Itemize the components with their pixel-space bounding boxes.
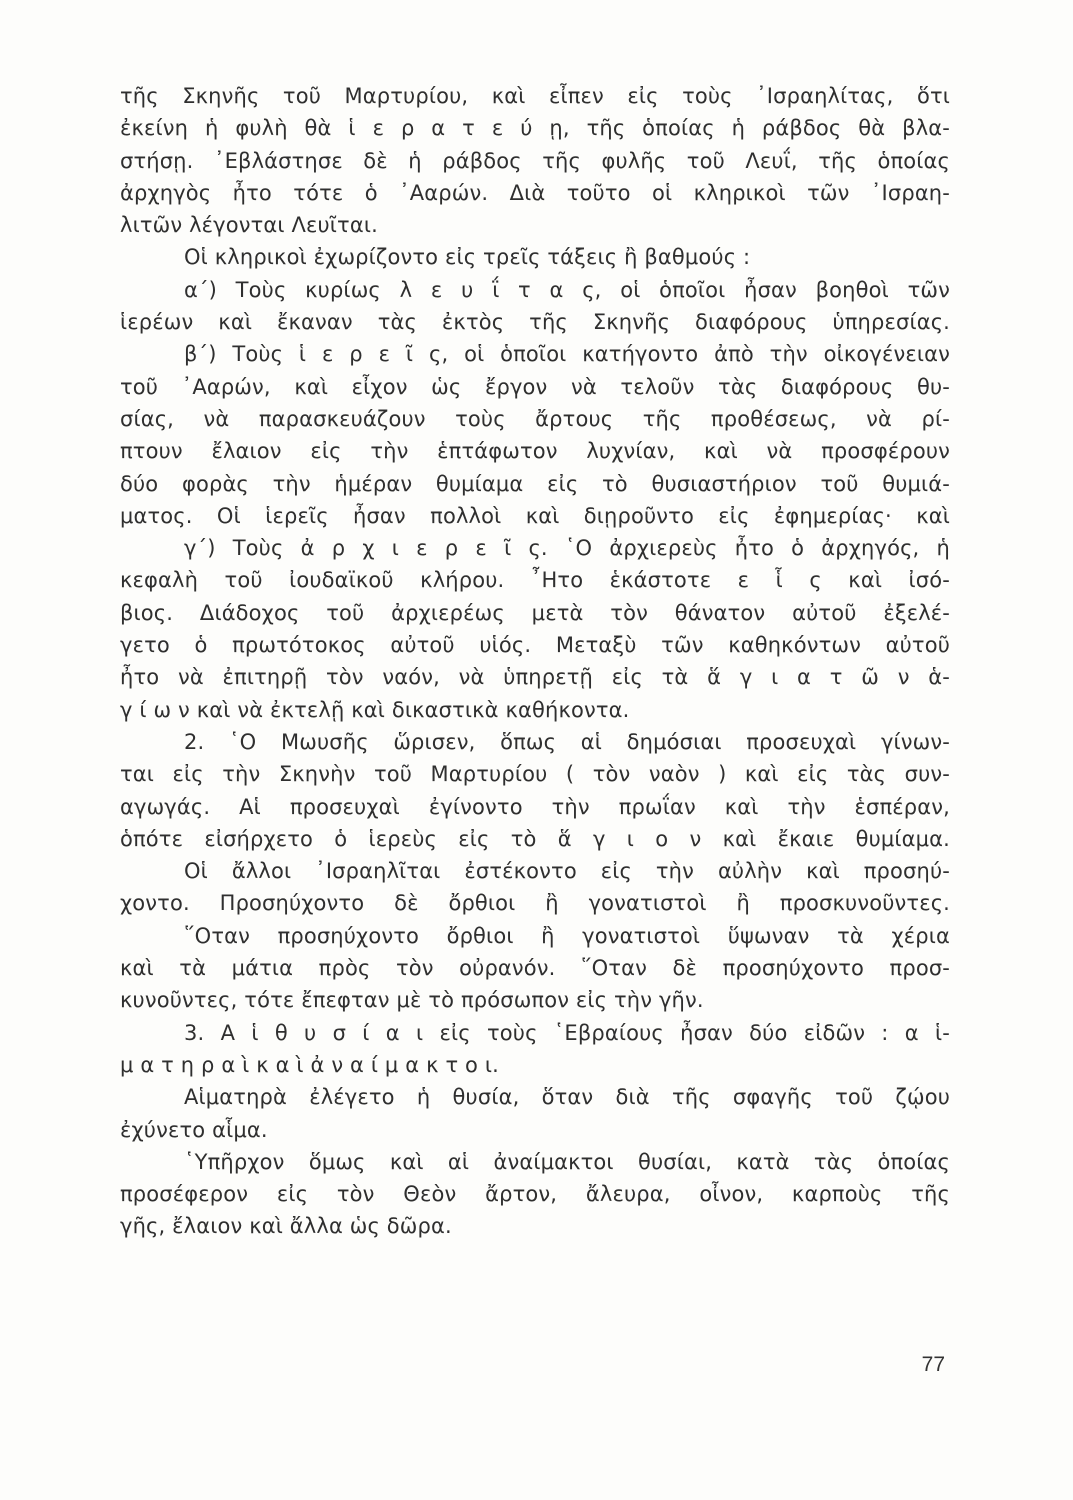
text-line: ῞Οταν προσηύχοντο ὄρθιοι ἢ γονατιστοὶ ὕψωναν τὰ χέρια [184, 923, 950, 948]
text-line: ματος. Οἱ ἱερεῖς ἦσαν πολλοὶ καὶ διῃροῦντο εἰς ἐφημερίας· καὶ [120, 503, 950, 528]
text-line: α΄) Τοὺς κυρίως λ ε υ ΐ τ α ς, οἱ ὁποῖοι ἦσαν βοηθοὶ τῶν [184, 277, 950, 302]
text-line: πτουν ἔλαιον εἰς τὴν ἑπτάφωτον λυχνίαν, καὶ νὰ προσφέρουν [120, 439, 950, 464]
text-line: Αἱματηρὰ ἐλέγετο ἡ θυσία, ὅταν διὰ τῆς σφαγῆς τοῦ ζῴου [184, 1085, 950, 1110]
text-line: 2. ῾Ο Μωυσῆς ὥρισεν, ὅπως αἱ δημόσιαι προσευχαὶ γίνων- [184, 729, 950, 754]
text-line: ἐχύνετο αἷμα. [120, 1117, 268, 1142]
text-line: τῆς Σκηνῆς τοῦ Μαρτυρίου, καὶ εἶπεν εἰς τοὺς ᾿Ισραηλίτας, ὅτι [120, 84, 950, 108]
text-line: ἀρχηγὸς ἦτο τότε ὁ ᾿Ααρών. Διὰ τοῦτο οἱ κληρικοὶ τῶν ᾿Ισραη- [120, 180, 950, 205]
text-line: γετο ὁ πρωτότοκος αὐτοῦ υἱός. Μεταξὺ τῶν καθηκόντων αὐτοῦ [120, 633, 950, 658]
text-line: ἱερέων καὶ ἔκαναν τὰς ἐκτὸς τῆς Σκηνῆς διαφόρους ὑπηρεσίας. [120, 310, 950, 335]
text-line: 3. Α ἱ θ υ σ ί α ι εἰς τοὺς ῾Εβραίους ἦσαν δύο εἰδῶν : α ἱ- [184, 1020, 950, 1045]
text-line: αγωγάς. Αἱ προσευχαὶ ἐγίνοντο τὴν πρωΐαν καὶ τὴν ἑσπέραν, [120, 794, 950, 819]
text-line: ἐκείνη ἡ φυλὴ θὰ ἱ ε ρ α τ ε ύ ῃ, τῆς ὁποίας ἡ ράβδος θὰ βλα- [120, 116, 950, 141]
text-line: β΄) Τοὺς ἱ ε ρ ε ῖ ς, οἱ ὁποῖοι κατήγοντο ἀπὸ τὴν οἰκογένειαν [184, 342, 950, 367]
body-text [120, 80, 950, 1243]
text-line: γῆς, ἔλαιον καὶ ἄλλα ὡς δῶρα. [120, 1214, 452, 1239]
text-line: μ α τ η ρ α ὶ κ α ὶ ἀ ν α ί μ α κ τ ο ι. [120, 1052, 499, 1077]
text-line: σίας, νὰ παρασκευάζουν τοὺς ἄρτους τῆς προθέσεως, νὰ ρί- [120, 406, 950, 431]
text-line: στήσῃ. ᾿Εβλάστησε δὲ ἡ ράβδος τῆς φυλῆς τοῦ Λευΐ, τῆς ὁποίας [120, 148, 950, 173]
text-line: δύο φορὰς τὴν ἡμέραν θυμίαμα εἰς τὸ θυσιαστήριον τοῦ θυμιά- [120, 471, 950, 496]
text-line: κεφαλὴ τοῦ ἰουδαϊκοῦ κλήρου. ῏Ητο ἑκάστοτε ε ἷ ς καὶ ἰσό- [120, 568, 950, 593]
text-line: Οἱ κληρικοὶ ἐχωρίζοντο εἰς τρεῖς τάξεις ἢ βαθμούς : [184, 245, 751, 270]
text-line: προσέφερον εἰς τὸν Θεὸν ἄρτον, ἄλευρα, οἶνον, καρποὺς τῆς [120, 1182, 950, 1207]
text-line: γ΄) Τοὺς ἀ ρ χ ι ε ρ ε ῖ ς. ῾Ο ἀρχιερεὺς ἦτο ὁ ἀρχηγός, ἡ [184, 536, 950, 561]
text-line: ται εἰς τὴν Σκηνὴν τοῦ Μαρτυρίου ( τὸν ναὸν ) καὶ εἰς τὰς συν- [120, 762, 950, 787]
page-number: 77 [921, 1353, 945, 1376]
text-line: ὁπότε εἰσήρχετο ὁ ἱερεὺς εἰς τὸ ἅ γ ι ο ν καὶ ἔκαιε θυμίαμα. [120, 826, 950, 851]
text-line: γ ί ω ν καὶ νὰ ἐκτελῇ καὶ δικαστικὰ καθήκοντα. [120, 697, 630, 722]
text-line: καὶ τὰ μάτια πρὸς τὸν οὐρανόν. ῞Οταν δὲ προσηύχοντο προσ- [120, 956, 950, 981]
text-line: βιος. Διάδοχος τοῦ ἀρχιερέως μετὰ τὸν θάνατον αὐτοῦ ἐξελέ- [120, 600, 950, 625]
text-line: χοντο. Προσηύχοντο δὲ ὄρθιοι ἢ γονατιστοὶ ἢ προσκυνοῦντες. [120, 891, 950, 916]
text-line: ῾Υπῆρχον ὅμως καὶ αἱ ἀναίμακτοι θυσίαι, κατὰ τὰς ὁποίας [184, 1149, 950, 1174]
text-line: τοῦ ᾿Ααρών, καὶ εἶχον ὡς ἔργον νὰ τελοῦν τὰς διαφόρους θυ- [120, 374, 950, 399]
text-line: λιτῶν λέγονται Λευῖται. [120, 213, 378, 238]
text-line: ἦτο νὰ ἐπιτηρῇ τὸν ναόν, νὰ ὑπηρετῇ εἰς τὰ ἅ γ ι α τ ῶ ν ἁ- [120, 665, 950, 690]
text-line: κυνοῦντες, τότε ἔπεφταν μὲ τὸ πρόσωπον εἰς τὴν γῆν. [120, 988, 704, 1013]
text-line: Οἱ ἄλλοι ᾿Ισραηλῖται ἐστέκοντο εἰς τὴν αὐλὴν καὶ προσηύ- [184, 859, 950, 884]
